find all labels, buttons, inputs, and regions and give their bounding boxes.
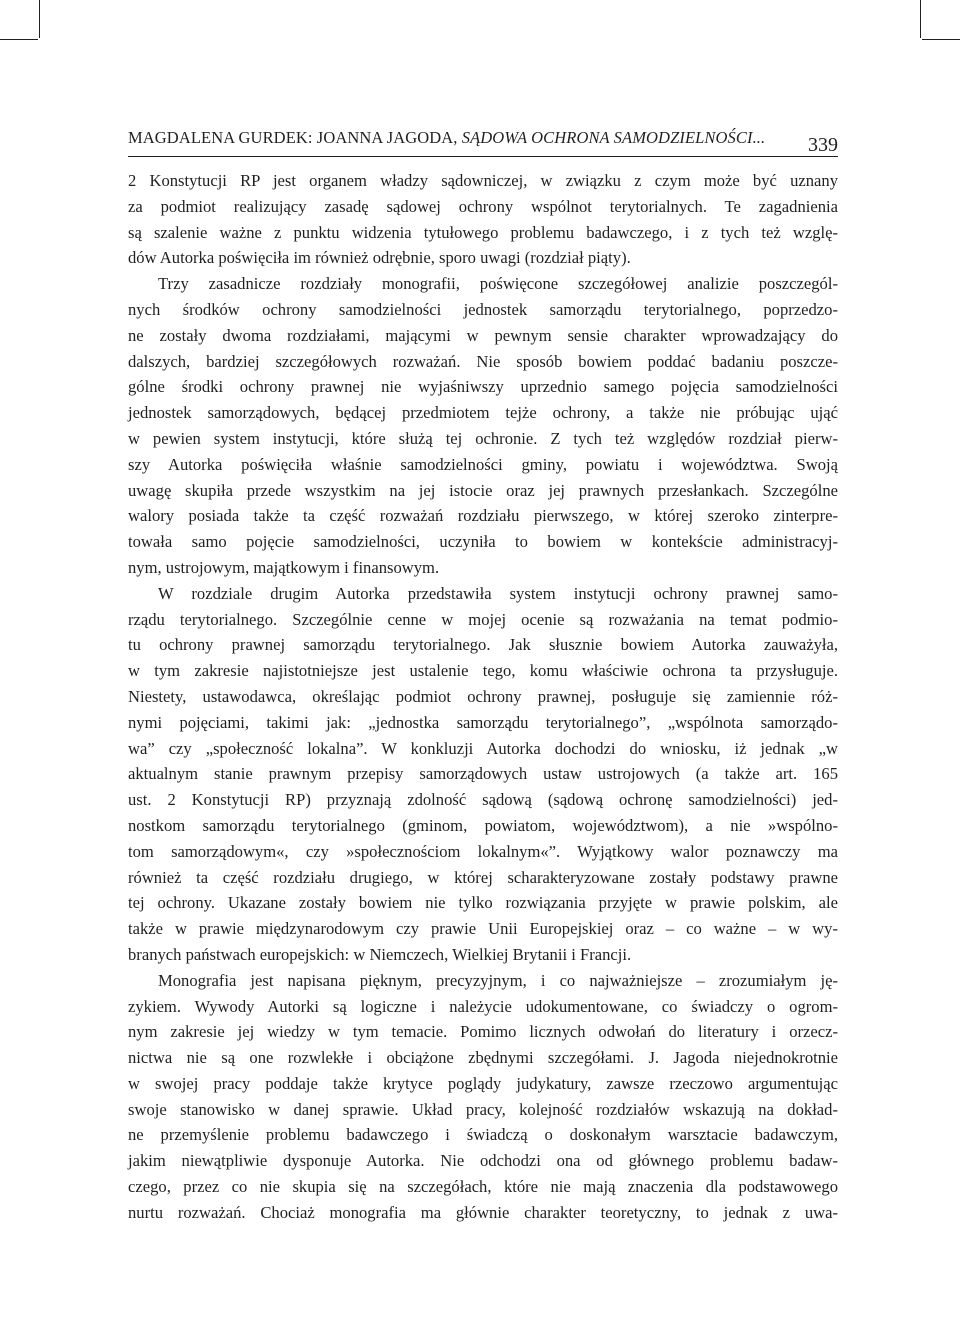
text-line: Niestety, ustawodawca, określając podmiot ochrony prawnej, posługuje się zamiennie róż-: [128, 686, 838, 706]
text-line: towała samo pojęcie samodzielności, uczyniła to bowiem w kontekście administracyj-: [128, 532, 838, 552]
paragraph-first-line: W rozdziale drugim Autorka przedstawiła system instytucji ochrony prawnej samo-: [158, 583, 838, 603]
running-title-authors: MAGDALENA GURDEK: JOANNA JAGODA,: [128, 128, 462, 147]
text-line: ne przemyślenie problemu badawczego i świadczą o doskonałym warsztacie badawczym,: [128, 1125, 838, 1145]
body-text: [128, 168, 838, 1226]
text-line: tu ochrony prawnej samorządu terytorialnego. Jak słusznie bowiem Autorka zauważyła,: [128, 635, 838, 655]
text-line: również ta część rozdziału drugiego, w której scharakteryzowane zostały podstawy prawne: [128, 867, 838, 887]
text-line: w tym zakresie najistotniejsze jest ustalenie tego, komu właściwie ochrona ta przysługuje.: [128, 661, 838, 681]
text-line: jednostek samorządowych, będącej przedmiotem tejże ochrony, a także nie próbując ująć: [128, 403, 838, 423]
text-line: w swojej pracy poddaje także krytyce poglądy judykatury, zawsze rzeczowo argumentując: [128, 1073, 838, 1093]
text-line: nictwa nie są one rozwlekłe i obciążone zbędnymi szczegółami. J. Jagoda niejednokrotnie: [128, 1048, 838, 1068]
text-line: 2 Konstytucji RP jest organem władzy sądowniczej, w związku z czym może być uznany: [128, 171, 838, 190]
text-line: nym zakresie jej wiedzy w tym temacie. Pomimo licznych odwołań do literatury i orzecz-: [128, 1022, 838, 1042]
crop-mark-top-right-horizontal: [922, 39, 960, 40]
text-line: także w prawie międzynarodowym czy prawie Unii Europejskiej oraz – co ważne – w wy-: [128, 919, 838, 939]
paragraph-first-line: Trzy zasadnicze rozdziały monografii, poświęcone szczegółowej analizie poszczegól-: [158, 274, 838, 294]
text-line: dalszych, bardziej szczegółowych rozważań. Nie sposób bowiem poddać badaniu poszcze-: [128, 351, 838, 371]
text-line: wa” czy „społeczność lokalna”. W konkluzji Autorka dochodzi do wniosku, iż jednak „w: [128, 738, 838, 758]
paragraph-first-line: Monografia jest napisana pięknym, precyzyjnym, i co najważniejsze – zrozumiałym ję-: [158, 970, 838, 990]
crop-mark-top-left-vertical: [39, 0, 40, 38]
text-line: szy Autorka poświęciła właśnie samodzielności gminy, powiatu i województwa. Swoją: [128, 454, 838, 474]
text-line: za podmiot realizujący zasadę sądowej ochrony wspólnot terytorialnych. Te zagadnienia: [128, 196, 838, 216]
text-line: walory posiada także ta część rozważań rozdziału pierwszego, w której szeroko zinterpre-: [128, 506, 838, 526]
text-line: w pewien system instytucji, które służą tej ochronie. Z tych też względów rozdział pierw-: [128, 428, 838, 448]
text-line: czego, przez co nie skupia się na szczegółach, które nie mają znaczenia dla podstawowego: [128, 1177, 838, 1197]
text-line: dów Autorka poświęciła im również odrębnie, sporo uwagi (rozdział piąty).: [128, 248, 631, 268]
text-line: branych państwach europejskich: w Niemczech, Wielkiej Brytanii i Francji.: [128, 944, 632, 964]
crop-mark-top-right-vertical: [920, 0, 921, 38]
text-line: ust. 2 Konstytucji RP) przyznają zdolność sądową (sądową ochronę samodzielności) jed-: [128, 790, 838, 810]
text-line: nymi pojęciami, takimi jak: „jednostka samorządu terytorialnego”, „wspólnota samorządo-: [128, 712, 838, 732]
text-line: gólne środki ochrony prawnej nie wyjaśniwszy uprzednio samego pojęcia samodzielności: [128, 377, 838, 397]
text-line: jakim niewątpliwie dysponuje Autorka. Nie odchodzi ona od głównego problemu badaw-: [128, 1151, 838, 1171]
text-line: nych środków ochrony samodzielności jednostek samorządu terytorialnego, poprzedzo-: [128, 299, 838, 319]
text-line: tej ochrony. Ukazane zostały bowiem nie tylko rozwiązania przyjęte w prawie polskim, ale: [128, 893, 838, 913]
text-line: są szalenie ważne z punktu widzenia tytułowego problemu badawczego, i z tych też wzglę-: [128, 222, 838, 242]
page-number: 339: [808, 134, 838, 156]
text-line: nostkom samorządu terytorialnego (gminom, powiatom, województwom), a nie »wspólno-: [128, 815, 838, 835]
text-line: swoje stanowisko w danej sprawie. Układ pracy, kolejność rozdziałów wskazują na dokład-: [128, 1099, 838, 1119]
text-line: aktualnym stanie prawnym przepisy samorządowych ustaw ustrojowych (a także art. 165: [128, 764, 838, 784]
text-line: nym, ustrojowym, majątkowym i finansowym.: [128, 557, 440, 577]
crop-mark-top-left-horizontal: [0, 39, 38, 40]
text-line: ne zostały dwoma rozdziałami, mającymi w pewnym sensie charakter wprowadzający do: [128, 325, 838, 345]
running-head: [128, 128, 838, 157]
text-line: zykiem. Wywody Autorki są logiczne i należycie udokumentowane, co świadczy o ogrom-: [128, 996, 838, 1016]
text-line: uwagę skupiła przede wszystkim na jej istocie oraz jej prawnych przesłankach. Szczególne: [128, 480, 838, 500]
text-line: nurtu rozważań. Chociaż monografia ma głównie charakter teoretyczny, to jednak z uwa-: [128, 1202, 838, 1222]
running-title: [128, 128, 765, 148]
running-title-book: SĄDOWA OCHRONA SAMODZIELNOŚCI...: [461, 128, 766, 147]
text-line: rządu terytorialnego. Szczególnie cenne w mojej ocenie są rozważania na temat podmio-: [128, 609, 838, 629]
text-line: tom samorządowym«, czy »społecznościom lokalnym«”. Wyjątkowy walor poznawczy ma: [128, 841, 838, 861]
